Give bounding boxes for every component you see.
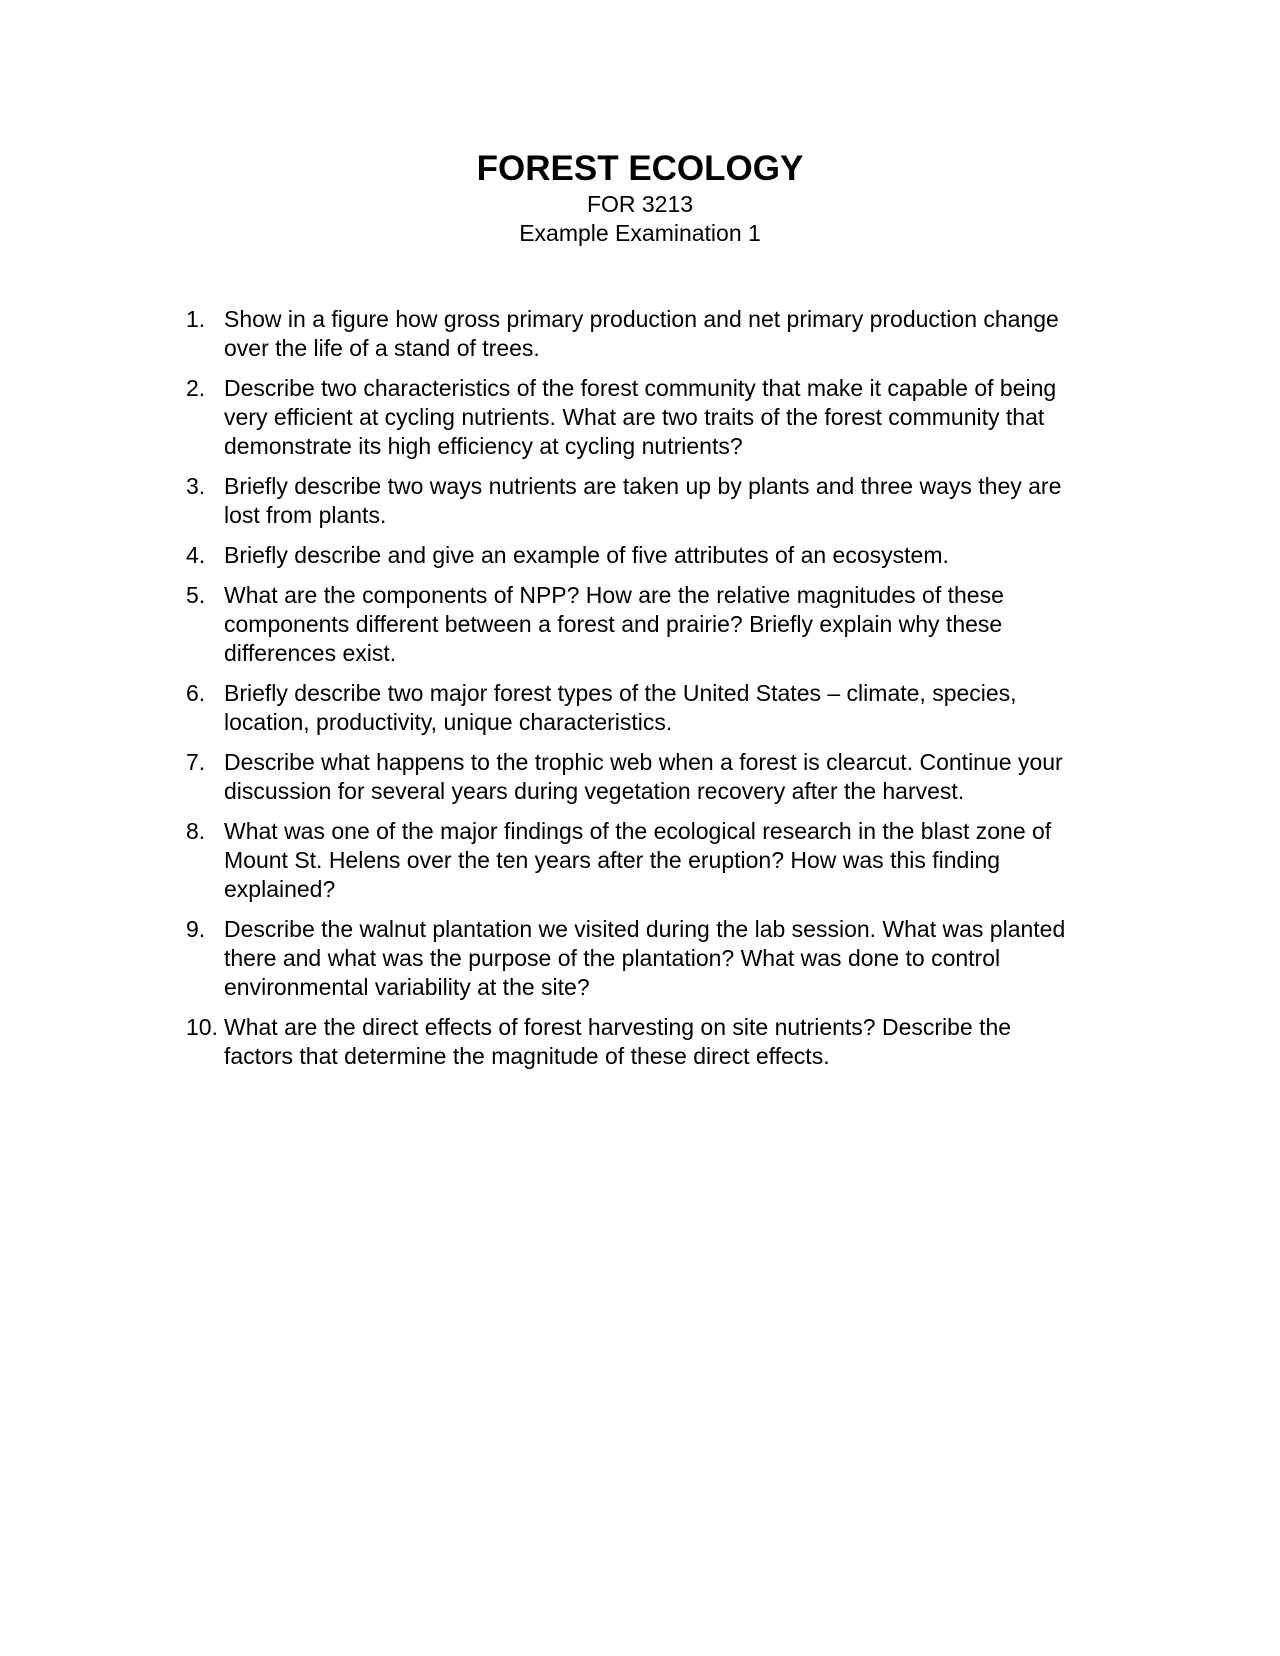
question-number: 8. (186, 818, 206, 844)
question-number: 2. (186, 375, 206, 401)
question-text: Briefly describe two ways nutrients are taken up by plants and three ways they are lost from plants. (224, 473, 1062, 528)
question-number: 7. (186, 749, 206, 775)
question-number: 5. (186, 582, 206, 608)
question-number: 1. (186, 306, 206, 332)
document-title: FOREST ECOLOGY (476, 149, 804, 188)
exam-name: Example Examination 1 (519, 220, 761, 246)
question-item (186, 581, 1086, 668)
question-item (186, 305, 1086, 363)
question-number: 6. (186, 680, 206, 706)
course-code: FOR 3213 (586, 191, 694, 217)
question-text: Describe the walnut plantation we visited during the lab session. What was planted there and what was the purpose of the plantation? What was done to control environmental variability at the site? (224, 916, 1066, 1000)
question-text: Show in a figure how gross primary production and net primary production change over the life of a stand of trees. (224, 306, 1059, 361)
question-item (186, 541, 1086, 570)
question-text: Describe two characteristics of the forest community that make it capable of being very efficient at cycling nutrients. What are two traits of the forest community that demonstrate its high efficiency at cycling nutrients? (224, 375, 1057, 459)
question-item (186, 1013, 1086, 1071)
question-text: Briefly describe two major forest types of the United States – climate, species, location, productivity, unique characteristics. (224, 680, 1017, 735)
question-text: What are the components of NPP? How are the relative magnitudes of these components different between a forest and prairie? Briefly explain why these differences exist. (224, 582, 1004, 666)
question-number: 9. (186, 916, 206, 942)
question-text: What was one of the major findings of the ecological research in the blast zone of Mount St. Helens over the ten years after the eruption? How was this finding explained? (224, 818, 1052, 902)
question-number: 3. (186, 473, 206, 499)
question-item (186, 374, 1086, 461)
question-item (186, 817, 1086, 904)
question-number: 4. (186, 542, 206, 568)
question-text: Briefly describe and give an example of five attributes of an ecosystem. (224, 542, 949, 568)
question-number: 10. (186, 1014, 218, 1040)
question-item (186, 915, 1086, 1002)
question-item (186, 748, 1086, 806)
question-item (186, 679, 1086, 737)
question-list (186, 305, 1086, 1082)
document-header (0, 148, 1280, 248)
question-text: Describe what happens to the trophic web when a forest is clearcut. Continue your discussion for several years during vegetation recovery after the harvest. (224, 749, 1063, 804)
question-text: What are the direct effects of forest harvesting on site nutrients? Describe the factors that determine the magnitude of these direct effects. (224, 1014, 1012, 1069)
question-item (186, 472, 1086, 530)
